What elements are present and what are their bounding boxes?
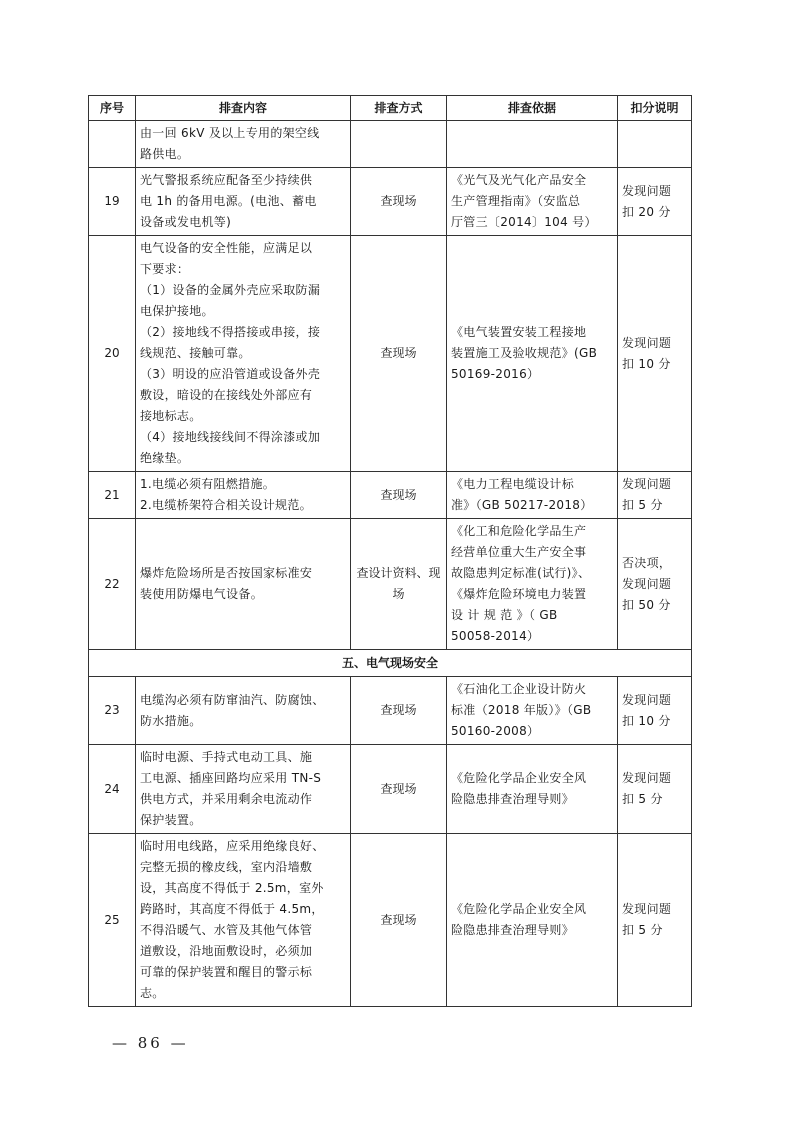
row-basis-line: 准》（GB 50217-2018）: [451, 498, 593, 512]
row-score-line: 发现问题: [622, 477, 672, 491]
row-method: 查现场: [351, 236, 447, 472]
row-method: 查现场: [351, 834, 447, 1007]
row-method: 查现场: [351, 677, 447, 745]
row-content-line: 临时电源、手持式电动工具、施: [140, 750, 313, 764]
row-basis-line: 险隐患排查治理导则》: [451, 923, 575, 937]
row-content-line: 下要求：: [140, 262, 190, 276]
row-score-line: 发现问题: [622, 771, 672, 785]
section-row-group: [89, 650, 692, 677]
row-content-line: 爆炸危险场所是否按国家标准安: [140, 566, 313, 580]
row-score: [618, 519, 692, 650]
header-content: 排查内容: [136, 96, 351, 121]
row-basis-line: 《光气及光气化产品安全: [451, 173, 587, 187]
row-content: [136, 834, 351, 1007]
section-row: [89, 650, 692, 677]
row-basis: [447, 834, 618, 1007]
row-content-line: 不得沿暖气、水管及其他气体管: [140, 923, 313, 937]
row-content-line: 路供电。: [140, 147, 190, 161]
row-content-line: 志。: [140, 986, 165, 1000]
row-score: [618, 472, 692, 519]
table-row: [89, 519, 692, 650]
table-body-part1: [89, 121, 692, 650]
row-content-line: 2.电缆桥架符合相关设计规范。: [140, 498, 312, 512]
row-content-line: 电 1h 的备用电源。(电池、蓄电: [140, 194, 317, 208]
row-score-line: 发现问题: [622, 335, 672, 350]
table-row: [89, 168, 692, 236]
row-basis: [447, 121, 618, 168]
row-method: 查现场: [351, 168, 447, 236]
row-basis: [447, 168, 618, 236]
table-row: [89, 236, 692, 472]
row-number: 24: [89, 745, 136, 834]
row-content-line: 防水措施。: [140, 713, 202, 728]
table-row: [89, 121, 692, 168]
row-content-line: （2）接地线不得搭接或串接，接: [140, 325, 321, 339]
row-number: 21: [89, 472, 136, 519]
table-row: [89, 677, 692, 745]
row-basis-line: 故隐患判定标准(试行)》、: [451, 566, 591, 580]
row-basis-line: 标准（2018 年版）》（GB: [451, 703, 592, 717]
row-content-line: 可靠的保护装置和醒目的警示标: [140, 965, 313, 979]
row-number: [89, 121, 136, 168]
row-method: 查现场: [351, 745, 447, 834]
row-content-line: 临时用电线路，应采用绝缘良好、: [140, 839, 325, 853]
row-content-line: 电保护接地。: [140, 304, 214, 318]
row-content-line: 由一回 6kV 及以上专用的架空线: [140, 126, 320, 140]
row-basis: [447, 236, 618, 472]
row-number: 20: [89, 236, 136, 472]
header-basis: 排查依据: [447, 96, 618, 121]
row-basis-line: 《石油化工企业设计防火: [451, 682, 587, 696]
table-body-part2: [89, 677, 692, 1007]
row-score-line: 发现问题: [622, 902, 672, 916]
row-basis-line: 《危险化学品企业安全风: [451, 771, 587, 785]
row-score-line: 发现问题: [622, 692, 672, 707]
row-content-line: 电气设备的安全性能，应满足以: [140, 241, 313, 255]
row-basis-line: 《电气装置安装工程接地: [451, 325, 587, 339]
row-number: 22: [89, 519, 136, 650]
row-score-line: 扣 50 分: [622, 597, 671, 612]
row-content-line: 设，其高度不得低于 2.5m，室外: [140, 881, 324, 895]
row-score: [618, 745, 692, 834]
row-basis-line: 险隐患排查治理导则》: [451, 792, 575, 806]
row-content-line: 装使用防爆电气设备。: [140, 587, 264, 601]
row-basis-line: 50160-2008）: [451, 724, 540, 738]
row-basis-line: 《爆炸危险环境电力装置: [451, 587, 587, 601]
row-basis-line: 50058-2014）: [451, 629, 540, 643]
row-score-line: 扣 5 分: [622, 923, 663, 937]
section-title: 五、电气现场安全: [89, 650, 692, 677]
row-basis-line: 厅管三〔2014〕104 号）: [451, 215, 597, 229]
row-basis-line: 《危险化学品企业安全风: [451, 902, 587, 916]
row-content-line: 道敷设，沿地面敷设时，必须加: [140, 944, 313, 958]
row-content-line: （4）接地线接线间不得涂漆或加: [140, 430, 321, 444]
row-basis-line: 装置施工及验收规范》(GB: [451, 346, 598, 360]
row-content-line: 接地标志。: [140, 409, 202, 423]
row-content-line: 1.电缆必须有阻燃措施。: [140, 477, 276, 491]
row-content-line: （1）设备的金属外壳应采取防漏: [140, 283, 321, 297]
row-content-line: 电缆沟必须有防窜油汽、防腐蚀、: [140, 692, 325, 707]
inspection-table: [88, 95, 692, 1007]
table-row: [89, 472, 692, 519]
row-basis: [447, 472, 618, 519]
row-content-line: 线规范、接触可靠。: [140, 346, 251, 360]
header-no: 序号: [89, 96, 136, 121]
row-content-line: （3）明设的应沿管道或设备外壳: [140, 367, 321, 381]
row-score-line: 发现问题: [622, 183, 672, 198]
row-score-line: 扣 20 分: [622, 204, 671, 219]
row-number: 23: [89, 677, 136, 745]
row-basis: [447, 677, 618, 745]
row-score-line: 扣 5 分: [622, 498, 663, 512]
row-basis-line: 设 计 规 范 》（ GB: [451, 608, 558, 622]
header-method: 排查方式: [351, 96, 447, 121]
row-score: [618, 121, 692, 168]
row-content-line: 工电源、插座回路均应采用 TN-S: [140, 771, 322, 785]
row-score-line: 否决项，: [622, 555, 672, 570]
row-content: [136, 677, 351, 745]
row-content-line: 保护装置。: [140, 813, 202, 827]
page-number: — 86 —: [112, 1034, 189, 1052]
row-content: [136, 236, 351, 472]
row-number: 19: [89, 168, 136, 236]
row-score: [618, 236, 692, 472]
row-method: [351, 121, 447, 168]
row-score-line: 扣 5 分: [622, 792, 663, 806]
row-basis-line: 《化工和危险化学品生产: [451, 524, 587, 538]
table-header-row: [89, 96, 692, 121]
row-basis: [447, 519, 618, 650]
table-row: [89, 745, 692, 834]
row-basis-line: 50169-2016）: [451, 367, 540, 381]
row-content: [136, 168, 351, 236]
row-content-line: 绝缘垫。: [140, 451, 190, 465]
row-content-line: 跨路时，其高度不得低于 4.5m，: [140, 902, 324, 916]
row-basis: [447, 745, 618, 834]
row-basis-line: 生产管理指南》（安监总: [451, 194, 581, 208]
row-score: [618, 168, 692, 236]
row-content-line: 敷设，暗设的在接线处外部应有: [140, 388, 313, 402]
row-method: 查设计资料、现场: [351, 519, 447, 650]
row-content: [136, 121, 351, 168]
row-score-line: 发现问题: [622, 576, 672, 591]
row-content-line: 供电方式，并采用剩余电流动作: [140, 792, 313, 806]
row-number: 25: [89, 834, 136, 1007]
row-score: [618, 834, 692, 1007]
row-score-line: 扣 10 分: [622, 713, 671, 728]
row-content: [136, 472, 351, 519]
row-content-line: 设备或发电机等): [140, 215, 232, 229]
row-basis-line: 《电力工程电缆设计标: [451, 477, 575, 491]
row-content-line: 光气警报系统应配备至少持续供: [140, 173, 313, 187]
row-basis-line: 经营单位重大生产安全事: [451, 545, 587, 559]
row-score: [618, 677, 692, 745]
row-score-line: 扣 10 分: [622, 356, 671, 371]
header-score: 扣分说明: [618, 96, 692, 121]
row-content-line: 完整无损的橡皮线，室内沿墙敷: [140, 860, 313, 874]
row-content: [136, 745, 351, 834]
row-method: 查现场: [351, 472, 447, 519]
row-content: [136, 519, 351, 650]
table-row: [89, 834, 692, 1007]
